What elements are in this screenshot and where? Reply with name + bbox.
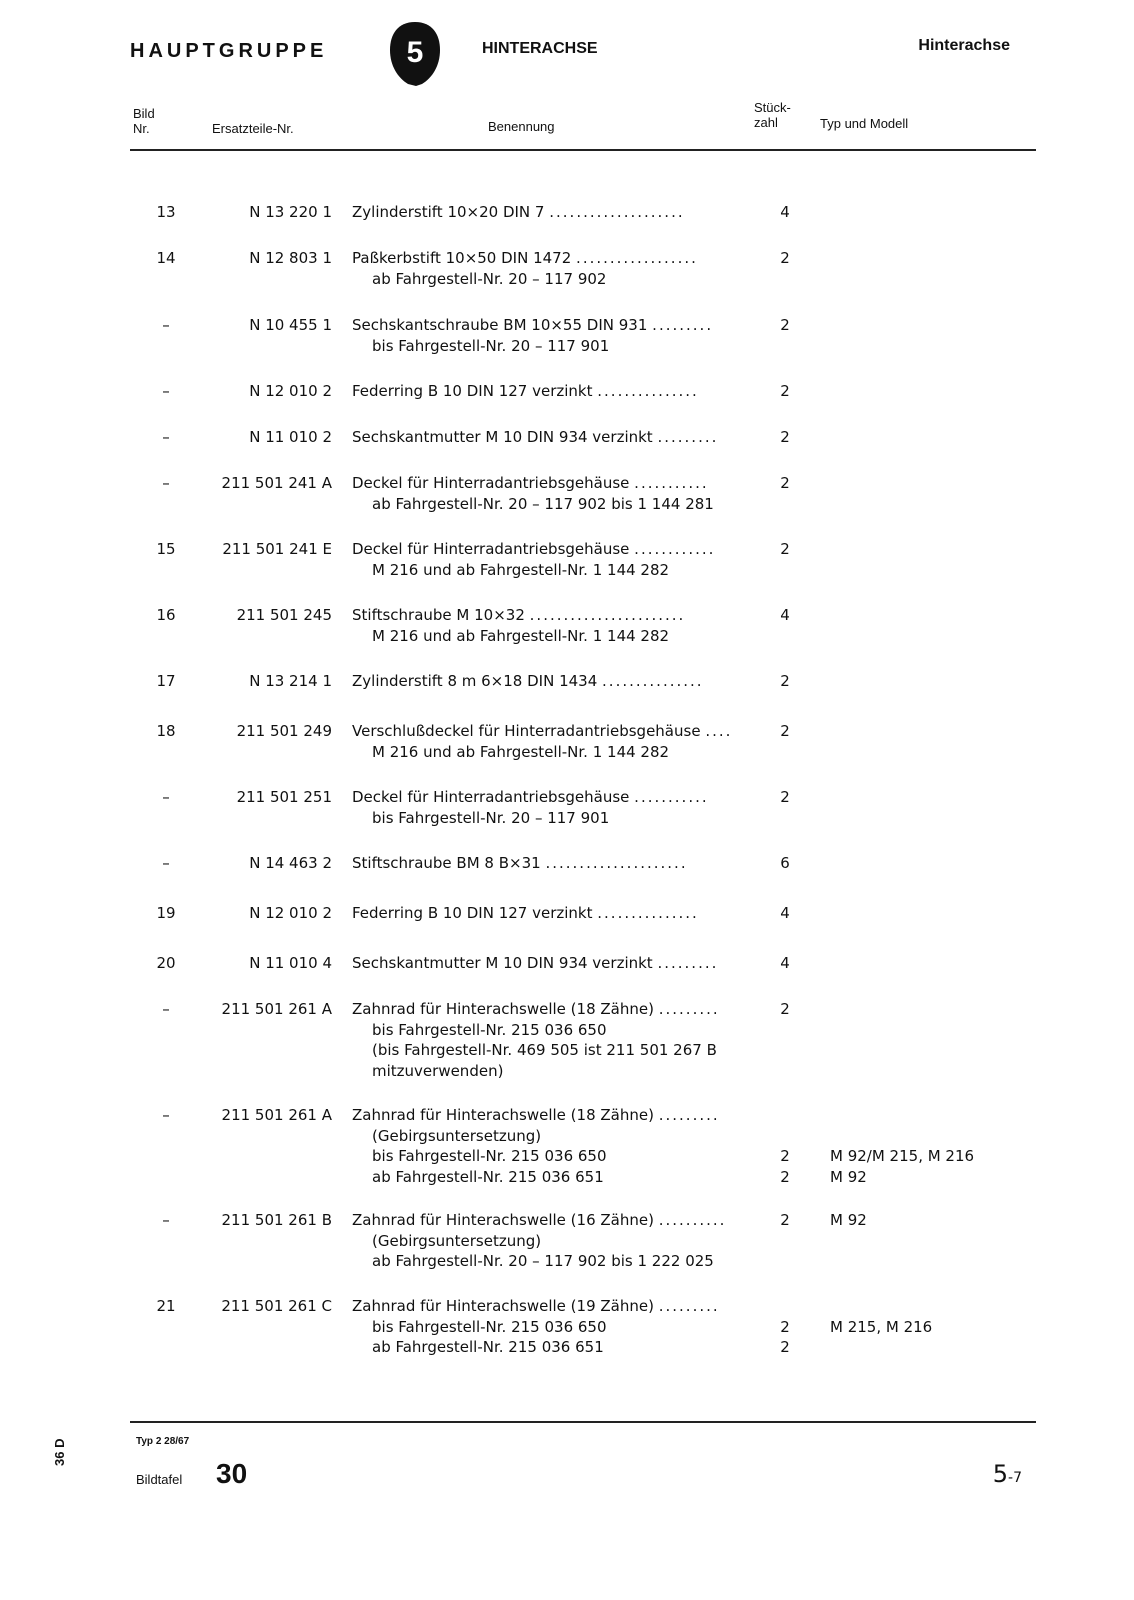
page-number: 5-7	[992, 1460, 1022, 1488]
part-number: 211 501 245	[236, 606, 332, 624]
quantity: 6	[780, 854, 790, 872]
col-header-ersatzteil: Ersatzteile-Nr.	[212, 121, 294, 136]
quantity: 2	[780, 1317, 790, 1336]
description-text: Paßkerbstift 10×50 DIN 1472	[352, 249, 572, 267]
description-line	[352, 381, 752, 402]
quantity: 2	[780, 382, 790, 400]
description-text: M 216 und ab Fahrgestell-Nr. 1 144 282	[372, 742, 670, 761]
bild-nr: 13	[156, 203, 176, 221]
description	[352, 853, 752, 874]
part-number: 211 501 241 E	[222, 540, 332, 558]
description-line	[352, 1105, 752, 1126]
leader-dots: .......................	[529, 606, 686, 624]
description-line	[352, 427, 752, 448]
bild-nr: –	[162, 1106, 170, 1124]
description	[352, 315, 752, 356]
description-subline	[352, 1040, 752, 1061]
description-text: Stiftschraube M 10×32	[352, 606, 525, 624]
description-text: Federring B 10 DIN 127 verzinkt	[352, 382, 593, 400]
leader-dots: .........	[658, 1297, 720, 1315]
part-number: N 12 010 2	[249, 382, 332, 400]
footer-bildtafel-number: 30	[216, 1458, 248, 1489]
description-subline	[352, 1251, 752, 1272]
description-subline	[352, 626, 752, 647]
bild-nr: 18	[156, 722, 176, 740]
leader-dots: ....................	[549, 203, 685, 221]
description	[352, 999, 752, 1081]
bild-nr: –	[162, 428, 170, 446]
leader-dots: ...........	[634, 788, 709, 806]
part-number: N 13 214 1	[249, 672, 332, 690]
description-line	[352, 1296, 752, 1317]
description-line	[352, 202, 752, 223]
part-number: N 14 463 2	[249, 854, 332, 872]
description-text: M 216 und ab Fahrgestell-Nr. 1 144 282	[372, 626, 670, 645]
leader-dots: .........	[652, 316, 714, 334]
description-text: bis Fahrgestell-Nr. 215 036 650	[372, 1020, 607, 1039]
group-title: HAUPTGRUPPE	[130, 40, 328, 62]
leader-dots: ...............	[597, 382, 699, 400]
footer-rule	[130, 1421, 1036, 1423]
description-text: ab Fahrgestell-Nr. 215 036 651	[372, 1338, 604, 1356]
leader-dots: ...............	[597, 904, 699, 922]
part-number: N 11 010 2	[249, 428, 332, 446]
quantity: 4	[780, 606, 790, 624]
leader-dots: .........	[657, 954, 719, 972]
description-text: bis Fahrgestell-Nr. 215 036 650	[372, 1147, 607, 1165]
description	[352, 202, 752, 223]
bild-nr: 16	[156, 606, 176, 624]
leader-dots: ...........	[634, 474, 709, 492]
part-number: N 10 455 1	[249, 316, 332, 334]
description-subline	[352, 1126, 752, 1147]
description	[352, 721, 752, 762]
footer-typ-date: Typ 2 28/67	[136, 1436, 190, 1447]
quantity: 2	[780, 1167, 790, 1186]
part-number: 211 501 261 C	[221, 1297, 332, 1315]
description	[352, 787, 752, 828]
part-number: 211 501 261 A	[221, 1000, 332, 1018]
bild-nr: 17	[156, 672, 176, 690]
part-number: 211 501 251	[236, 788, 332, 806]
leader-dots: ............	[634, 540, 716, 558]
leader-dots: ..........	[658, 1211, 727, 1229]
section-title: HINTERACHSE	[482, 40, 598, 57]
description	[352, 605, 752, 646]
description-text: Deckel für Hinterradantriebsgehäuse	[352, 788, 630, 806]
type-model: M 92	[830, 1167, 867, 1186]
description-subline	[352, 560, 752, 581]
leader-dots: ..................	[576, 249, 698, 267]
description-text: bis Fahrgestell-Nr. 20 – 117 901	[372, 808, 610, 827]
leader-dots: .........	[658, 1106, 720, 1124]
description-subline	[352, 742, 752, 763]
description-text: M 216 und ab Fahrgestell-Nr. 1 144 282	[372, 560, 670, 579]
description-line	[352, 605, 752, 626]
description-line	[352, 248, 752, 269]
part-number: N 12 010 2	[249, 904, 332, 922]
description-line	[352, 671, 752, 692]
description-text: ab Fahrgestell-Nr. 20 – 117 902	[372, 269, 607, 288]
col-header-typ: Typ und Modell	[820, 116, 909, 131]
bild-nr: 14	[156, 249, 176, 267]
description	[352, 1105, 752, 1187]
group-number: 5	[406, 36, 424, 69]
quantity: 2	[780, 474, 790, 492]
quantity: 2	[780, 1338, 790, 1356]
type-model: M 92/M 215, M 216	[830, 1147, 975, 1165]
col-header-benennung: Benennung	[488, 119, 555, 134]
bild-nr: –	[162, 1000, 170, 1018]
group-number-badge	[388, 20, 442, 86]
quantity: 2	[780, 1147, 790, 1165]
description-line	[352, 953, 752, 974]
description	[352, 671, 752, 692]
description-line	[352, 903, 752, 924]
quantity: 2	[780, 722, 790, 740]
description-text: Stiftschraube BM 8 B×31	[352, 854, 541, 872]
bild-nr: –	[162, 788, 170, 806]
description-text: Federring B 10 DIN 127 verzinkt	[352, 904, 593, 922]
quantity: 4	[780, 203, 790, 221]
description	[352, 903, 752, 924]
description-line	[352, 473, 752, 494]
footer-bildtafel-label: Bildtafel	[136, 1472, 183, 1487]
part-number: N 13 220 1	[249, 203, 332, 221]
description-subline	[352, 808, 752, 829]
description-line	[352, 721, 752, 742]
description-subline	[352, 336, 752, 357]
type-model: M 92	[830, 1211, 867, 1229]
description-text: Sechskantmutter M 10 DIN 934 verzinkt	[352, 428, 653, 446]
description-subline	[352, 1337, 752, 1358]
part-number: 211 501 261 A	[221, 1106, 332, 1124]
description	[352, 248, 752, 289]
description	[352, 539, 752, 580]
description-subline	[352, 1167, 752, 1188]
quantity: 2	[780, 1000, 790, 1018]
description	[352, 953, 752, 974]
quantity: 2	[780, 1211, 790, 1229]
description-subline	[352, 1020, 752, 1041]
header-rule	[130, 149, 1036, 151]
description-text: ab Fahrgestell-Nr. 20 – 117 902 bis 1 222 025	[372, 1252, 714, 1270]
description-text: Zylinderstift 8 m 6×18 DIN 1434	[352, 672, 598, 690]
description-text: mitzuverwenden)	[372, 1061, 504, 1080]
part-number: 211 501 261 B	[221, 1211, 332, 1229]
description-text: Deckel für Hinterradantriebsgehäuse	[352, 540, 630, 558]
quantity: 2	[780, 249, 790, 267]
leader-dots: ...............	[602, 672, 704, 690]
description	[352, 1296, 752, 1358]
description-line	[352, 853, 752, 874]
description-text: (Gebirgsuntersetzung)	[372, 1231, 542, 1250]
quantity: 4	[780, 954, 790, 972]
description-line	[352, 787, 752, 808]
description	[352, 381, 752, 402]
section-subtitle: Hinterachse	[918, 37, 1010, 54]
description-text: ab Fahrgestell-Nr. 215 036 651	[372, 1167, 604, 1186]
bild-nr: –	[162, 854, 170, 872]
bild-nr: –	[162, 382, 170, 400]
leader-dots: .........	[657, 428, 719, 446]
description-text: bis Fahrgestell-Nr. 215 036 650	[372, 1317, 607, 1336]
col-header-bild: Bild Nr.	[133, 106, 155, 136]
description-text: (bis Fahrgestell-Nr. 469 505 ist 211 501 267 B	[372, 1041, 717, 1059]
margin-code: 36 D	[52, 1438, 67, 1466]
quantity: 2	[780, 316, 790, 334]
description-subline	[352, 1061, 752, 1082]
description-text: Zahnrad für Hinterachswelle (18 Zähne)	[352, 1106, 654, 1124]
quantity: 2	[780, 540, 790, 558]
col-header-stueckzahl: Stück- zahl	[754, 100, 791, 130]
part-number: N 11 010 4	[249, 954, 332, 972]
description-text: Sechskantmutter M 10 DIN 934 verzinkt	[352, 954, 653, 972]
description-subline	[352, 494, 752, 515]
description-text: Deckel für Hinterradantriebsgehäuse	[352, 474, 630, 492]
bild-nr: –	[162, 474, 170, 492]
leader-dots: ....	[705, 722, 733, 740]
description-line	[352, 315, 752, 336]
description-text: Zylinderstift 10×20 DIN 7	[352, 203, 545, 221]
leader-dots: .....................	[545, 854, 688, 872]
bild-nr: –	[162, 316, 170, 334]
quantity: 2	[780, 788, 790, 806]
description-subline	[352, 1146, 752, 1167]
description-text: (Gebirgsuntersetzung)	[372, 1126, 542, 1145]
description-text: Zahnrad für Hinterachswelle (16 Zähne)	[352, 1211, 654, 1229]
bild-nr: –	[162, 1211, 170, 1229]
bild-nr: 20	[156, 954, 176, 972]
part-number: 211 501 241 A	[221, 474, 332, 492]
description-text: Sechskantschraube BM 10×55 DIN 931	[352, 316, 648, 334]
description	[352, 1210, 752, 1272]
leader-dots: .........	[658, 1000, 720, 1018]
part-number: 211 501 249	[236, 722, 332, 740]
bild-nr: 19	[156, 904, 176, 922]
bild-nr: 21	[156, 1297, 176, 1315]
part-number: N 12 803 1	[249, 249, 332, 267]
type-model: M 215, M 216	[830, 1317, 933, 1336]
description-subline	[352, 1317, 752, 1338]
description-text: ab Fahrgestell-Nr. 20 – 117 902 bis 1 144 281	[372, 494, 714, 513]
description	[352, 427, 752, 448]
description-text: Zahnrad für Hinterachswelle (19 Zähne)	[352, 1297, 654, 1315]
description-line	[352, 539, 752, 560]
description-text: Verschlußdeckel für Hinterradantriebsgehäuse	[352, 722, 701, 740]
description-line	[352, 1210, 752, 1231]
description-subline	[352, 269, 752, 290]
quantity: 2	[780, 428, 790, 446]
description-subline	[352, 1231, 752, 1252]
description-text: bis Fahrgestell-Nr. 20 – 117 901	[372, 336, 610, 355]
description-text: Zahnrad für Hinterachswelle (18 Zähne)	[352, 1000, 654, 1018]
quantity: 4	[780, 904, 790, 922]
description-line	[352, 999, 752, 1020]
bild-nr: 15	[156, 540, 176, 558]
description	[352, 473, 752, 514]
quantity: 2	[780, 672, 790, 690]
